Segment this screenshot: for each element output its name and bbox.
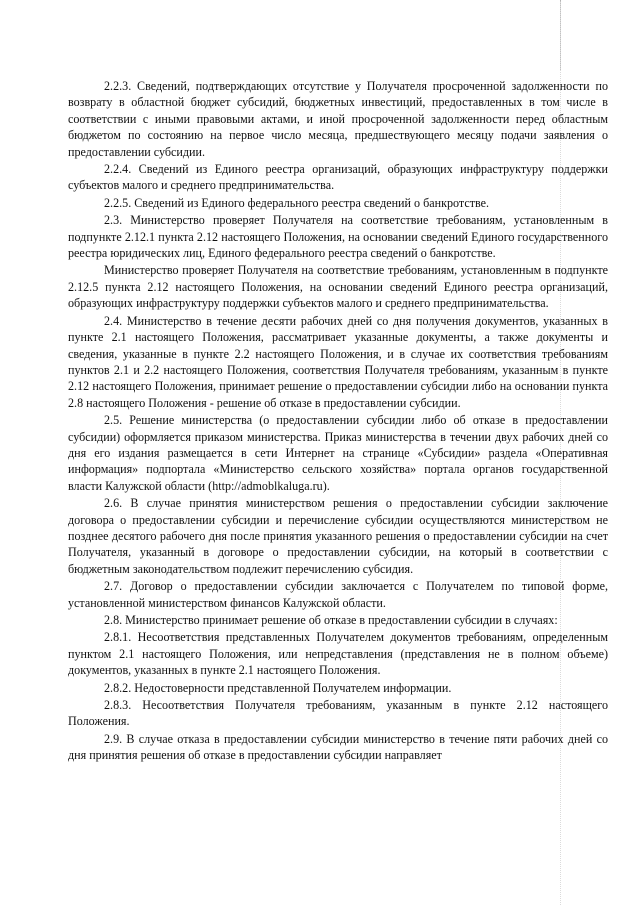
paragraph-2-6: 2.6. В случае принятия министерством решения о предоставлении субсидии заключение договора о предоставлении субсидии и перечисление субсидии осуществляются министерством не позднее десятого рабочего дня после принятия указанного решения о предоставлении субсидии на счет Получателя, указанный в договоре о предоставлении субсидии, на который в соответствии с бюджетным законодательством подлежит перечислению субсидия. — [68, 496, 608, 576]
paragraph-2-8: 2.8. Министерство принимает решение об отказе в предоставлении субсидии в случаях: — [104, 613, 558, 627]
paragraph-2-8-1: 2.8.1. Несоответствия представленных Получателем документов требованиям, определенным пунктом 2.1 настоящего Положения, или непредставления (представления не в полном объеме) документов, указанных в пункте 2.1 настоящего Положения. — [68, 630, 608, 678]
paragraph-2-8-3: 2.8.3. Несоответствия Получателя требованиям, указанным в пункте 2.12 настоящего Положения. — [68, 698, 608, 729]
paragraph-2-2-3: 2.2.3. Сведений, подтверждающих отсутствие у Получателя просроченной задолженности по возврату в областной бюджет субсидий, бюджетных инвестиций, предоставленных в том числе в соответствии с иными правовыми актами, и иной просроченной задолженности перед областным бюджетом по состоянию на первое число месяца, предшествующего месяцу подачи заявления о предоставлении субсидии. — [68, 79, 608, 159]
paragraph-2-2-5: 2.2.5. Сведений из Единого федерального реестра сведений о банкротстве. — [104, 195, 490, 210]
paragraph-2-3: 2.3. Министерство проверяет Получателя на соответствие требованиям, установленным в подпункте 2.12.1 пункта 2.12 настоящего Положения, на основании сведений Единого государственного реестра юридических лиц, Единого федерального реестра сведений о банкротстве. — [68, 213, 608, 261]
document-page — [68, 78, 608, 764]
paragraph-2-4: 2.4. Министерство в течение десяти рабочих дней со дня получения документов, указанных в пункте 2.1 настоящего Положения, рассматривает указанные документы, а также документы и сведения, указанные в пункте 2.2 настоящего Положения, и в случае их соответствия требованиям пунктов 2.1 и 2.2 настоящего Положения, соответствия Получателя требованиям, указанным в пункте 2.12 настоящего Положения, принимает решение о предоставлении субсидии либо на основании пункта 2.8 настоящего Положения - решение об отказе в предоставлении субсидии. — [68, 313, 608, 410]
paragraph-2-5: 2.5. Решение министерства (о предоставлении субсидии либо об отказе в предоставлении субсидии) оформляется приказом министерства. Приказ министерства в течении двух рабочих дней со дня его издания размещается в сети Интернет на странице «Субсидии» раздела «Оперативная информация» подпортала «Министерство сельского хозяйства» портала органов государственной власти Калужской области (http://admoblkaluga.ru). — [68, 413, 608, 493]
paragraph-2-7: 2.7. Договор о предоставлении субсидии заключается с Получателем по типовой форме, установленной министерством финансов Калужской области. — [68, 579, 608, 610]
paragraph-2-2-4: 2.2.4. Сведений из Единого реестра организаций, образующих инфраструктуру поддержки субъектов малого и среднего предпринимательства. — [68, 162, 608, 193]
paragraph-2-8-2: 2.8.2. Недостоверности представленной Получателем информации. — [104, 680, 452, 695]
paragraph-2-9: 2.9. В случае отказа в предоставлении субсидии министерство в течение пяти рабочих дней со дня принятия решения об отказе в предоставлении субсидии направляет — [68, 731, 608, 763]
paragraph-2-3-cont: Министерство проверяет Получателя на соответствие требованиям, установленным в подпункте 2.12.5 пункта 2.12 настоящего Положения, на основании сведений Единого реестра организаций, образующих инфраструктуру поддержки субъектов малого и среднего предпринимательства. — [68, 263, 608, 311]
